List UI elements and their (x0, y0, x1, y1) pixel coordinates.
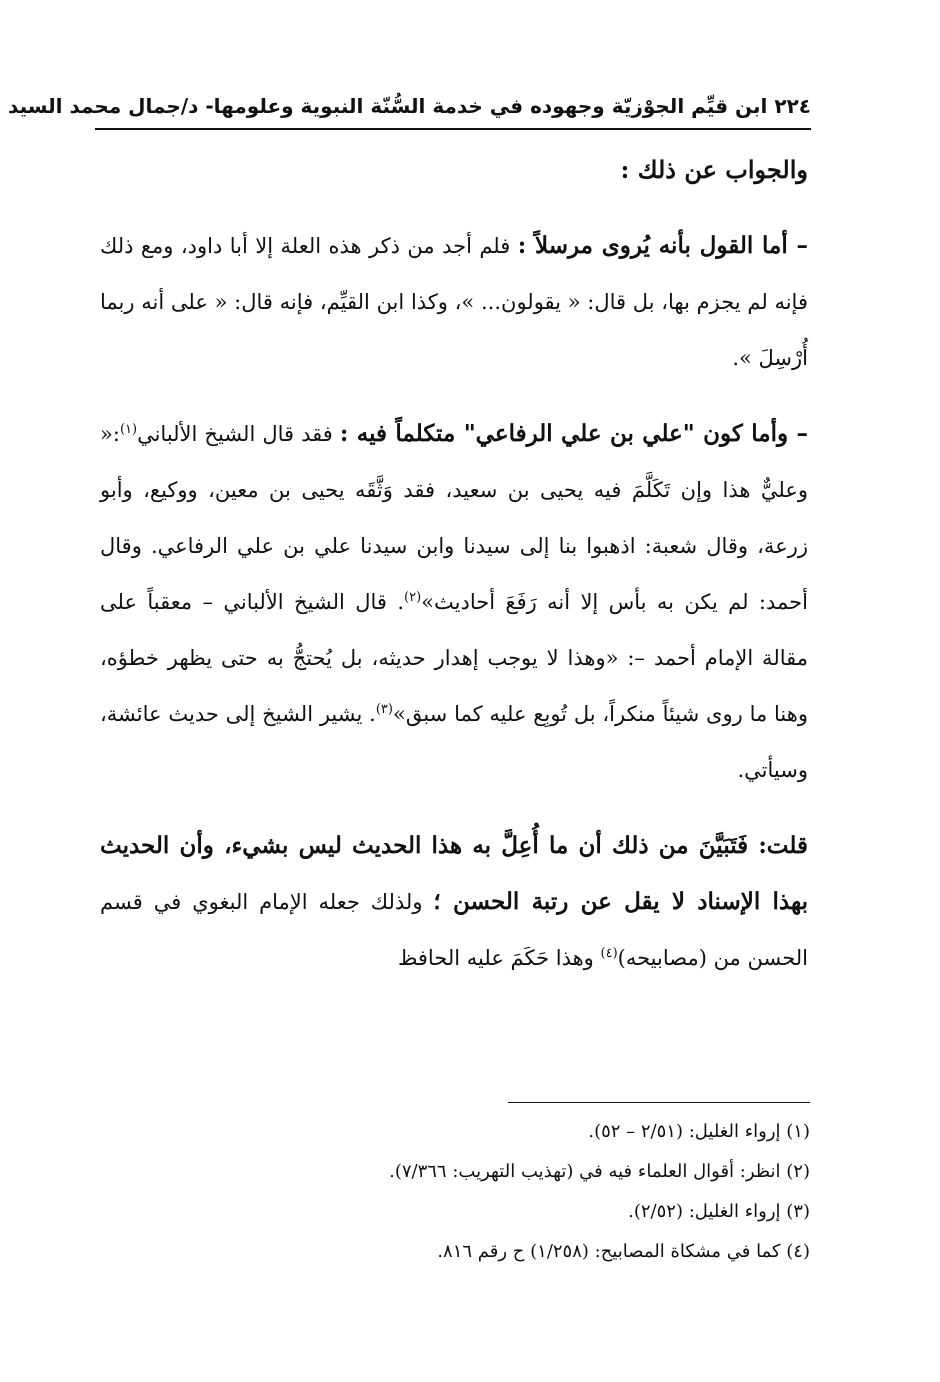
paragraph-text: . قال الشيخ الألباني – معقباً على مقالة الإمام أحمد –: «وهذا لا يوجب إهدار حديثه، بل يُحتجُّ به حتى يظهر خطؤه، وهنا ما روى شيئاً منكراً، بل تُوبِع عليه كما سبق» (100, 590, 808, 726)
footnote-ref: (١) (119, 422, 138, 437)
paragraph-lead: – أما القول بأنه يُروى مرسلاً : (517, 232, 808, 259)
paragraph-lead: قلت: فَتَبَيَّنَ من ذلك أن ما أُعِلَّ به هذا الحديث ليس بشيء، وأن الحديث بهذا الإسناد لا يقل عن رتبة الحسن ؛ (100, 832, 808, 915)
footnote-rule (508, 1102, 810, 1103)
footnote: (١) إرواء الغليل: (٢/٥١ – ٥٢). (588, 1121, 810, 1142)
running-header: ٢٢٤ ابن قيِّم الجوْزيّة وجهوده في خدمة السُّنّة النبوية وعلومها- د/جمال محمد السيد (8, 94, 811, 118)
paragraph-text: وهذا حَكَمَ عليه الحافظ (397, 946, 601, 970)
paragraph-conclusion (100, 818, 808, 986)
main-text (100, 140, 808, 986)
footnotes (320, 1112, 810, 1272)
header-rule (95, 128, 811, 130)
footnote: (٢) انظر: أقوال العلماء فيه في (تهذيب التهريب: ٧/٣٦٦). (389, 1161, 810, 1182)
footnote-ref: (٢) (404, 590, 422, 605)
paragraph-mursal (100, 218, 808, 386)
paragraph-rifai (100, 406, 808, 798)
section-heading: والجواب عن ذلك : (620, 155, 808, 184)
paragraph-text: . يشير الشيخ إلى حديث عائشة، وسيأتي. (100, 702, 808, 782)
footnote: (٣) إرواء الغليل: (٢/٥٢). (628, 1201, 810, 1222)
footnote-ref: (٣) (375, 702, 393, 717)
paragraph-text: فلم أجد من ذكر هذه العلة إلا أبا داود، ومع ذلك فإنه لم يجزم بها، بل قال: « يقولون... »، وكذا ابن القيِّم، فإنه قال: « على أنه ربما أُرْسِلَ ». (100, 234, 808, 370)
paragraph-text: ولذلك جعله الإمام البغوي في قسم الحسن من (مصابيحه) (100, 890, 808, 970)
paragraph-text: :« وعليٌّ هذا وإن تَكَلَّمَ فيه يحيى بن سعيد، فقد وَثَّقَه يحيى بن معين، ووكيع، وأبو زرعة، وقال شعبة: اذهبوا بنا إلى سيدنا وابن سيدنا علي بن علي الرفاعي. وقال أحمد: لم يكن به بأس إلا أنه رَفَعَ أحاديث» (100, 422, 808, 614)
paragraph-text: فقد قال الشيخ الألباني (137, 422, 340, 446)
footnote-ref: (٤) (600, 946, 618, 961)
footnote: (٤) كما في مشكاة المصابيح: (١/٢٥٨) ح رقم ٨١٦. (437, 1241, 810, 1262)
paragraph-lead: – وأما كون "علي بن علي الرفاعي" متكلماً فيه : (339, 420, 808, 447)
